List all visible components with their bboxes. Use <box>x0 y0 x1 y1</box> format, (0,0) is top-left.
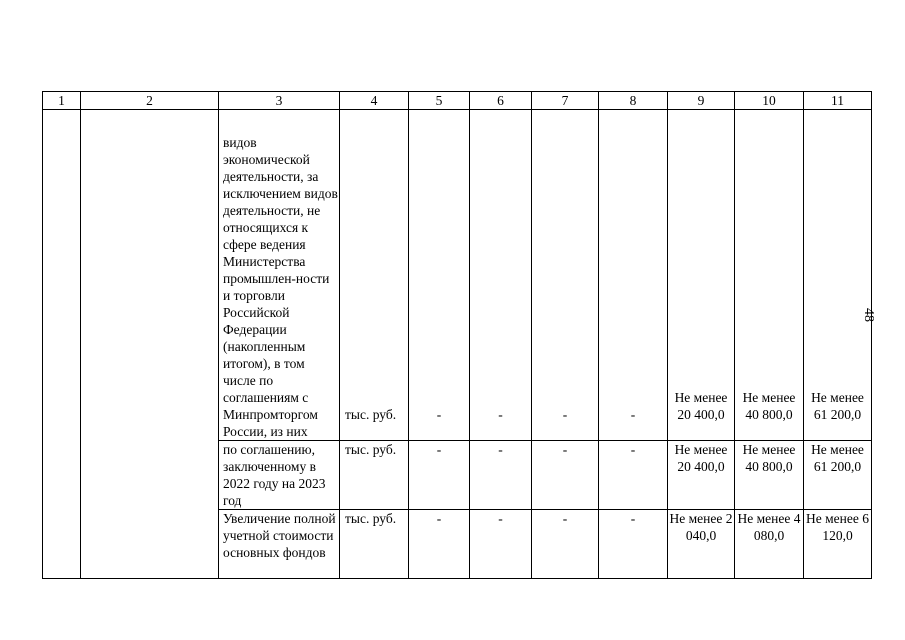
value-cell: Не менее 61 200,0 <box>804 110 872 441</box>
indicator-text: по соглашению, заключенному в 2022 году на 2023 год <box>219 441 340 510</box>
column-number: 6 <box>470 92 532 110</box>
value-cell: - <box>470 441 532 510</box>
column-number: 8 <box>599 92 668 110</box>
value-cell: - <box>409 110 470 441</box>
value-cell: - <box>599 510 668 579</box>
value-cell: Не менее 2 040,0 <box>668 510 735 579</box>
value-cell: - <box>409 510 470 579</box>
column-number: 9 <box>668 92 735 110</box>
value-cell: Не менее 40 800,0 <box>735 441 804 510</box>
cell-col-1 <box>43 110 81 579</box>
value-cell: Не менее 40 800,0 <box>735 110 804 441</box>
table-row <box>43 110 872 441</box>
indicator-text: видов экономической деятельности, за исключением видов деятельности, не относящихся к сфере ведения Министерства промышлен-ности и торговли Российской Федерации (накопленным итогом), в том числе по соглашениям с Минпромторгом России, из них <box>219 110 340 441</box>
value-cell: Не менее 20 400,0 <box>668 441 735 510</box>
value-cell: - <box>532 510 599 579</box>
column-number: 11 <box>804 92 872 110</box>
unit-cell: тыс. руб. <box>340 441 409 510</box>
value-cell: - <box>470 510 532 579</box>
column-number: 4 <box>340 92 409 110</box>
column-numbers-row <box>43 92 872 110</box>
value-cell: - <box>599 441 668 510</box>
value-cell: - <box>532 110 599 441</box>
column-number: 1 <box>43 92 81 110</box>
unit-cell: тыс. руб. <box>340 110 409 441</box>
value-cell: - <box>599 110 668 441</box>
column-number: 3 <box>219 92 340 110</box>
column-number: 10 <box>735 92 804 110</box>
value-cell: Не менее 61 200,0 <box>804 441 872 510</box>
value-cell: - <box>409 441 470 510</box>
column-number: 5 <box>409 92 470 110</box>
value-cell: Не менее 20 400,0 <box>668 110 735 441</box>
column-number: 2 <box>81 92 219 110</box>
value-cell: - <box>532 441 599 510</box>
value-cell: Не менее 6 120,0 <box>804 510 872 579</box>
page-number: 48 <box>861 308 876 322</box>
unit-cell: тыс. руб. <box>340 510 409 579</box>
cell-col-2 <box>81 110 219 579</box>
value-cell: - <box>470 110 532 441</box>
indicator-text: Увеличение полной учетной стоимости основных фондов <box>219 510 340 579</box>
column-number: 7 <box>532 92 599 110</box>
value-cell: Не менее 4 080,0 <box>735 510 804 579</box>
indicators-table <box>42 91 872 579</box>
